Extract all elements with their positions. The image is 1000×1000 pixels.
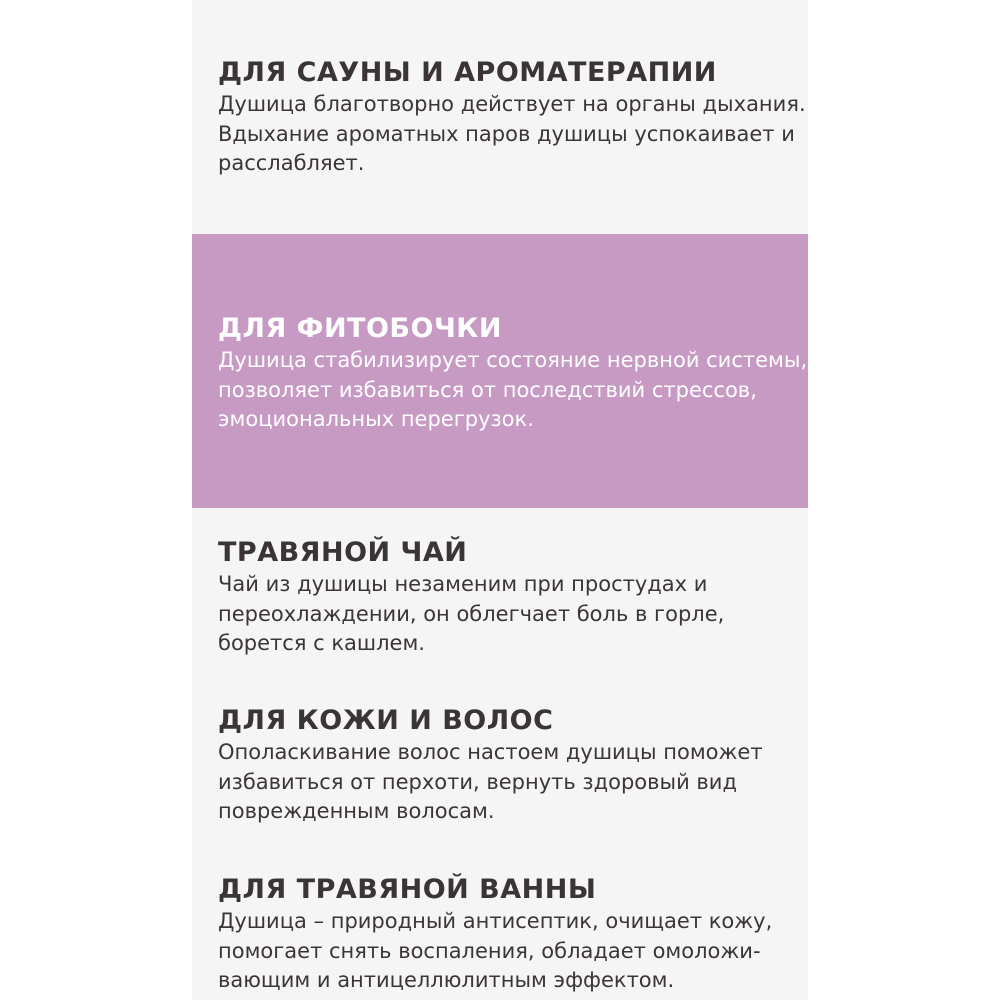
- section-heading: ДЛЯ ФИТОБОЧКИ: [218, 313, 502, 344]
- section-heading: ДЛЯ САУНЫ И АРОМАТЕРАПИИ: [218, 57, 717, 88]
- body-line: переохлаждении, он облегчает боль в горле,: [218, 601, 725, 626]
- body-line: эмоциональных перегрузок.: [218, 407, 534, 431]
- section-sauna-aromatherapy: [218, 57, 806, 179]
- highlight-band: [192, 234, 808, 508]
- section-heading: ДЛЯ КОЖИ И ВОЛОС: [218, 705, 554, 736]
- body-line: борется с кашлем.: [218, 631, 425, 655]
- body-line: Чай из душицы незаменим при простудах и: [218, 572, 708, 596]
- section-heading: ТРАВЯНОЙ ЧАЙ: [218, 537, 468, 568]
- body-line: поврежденным волосам.: [218, 799, 495, 823]
- section-body: [218, 90, 806, 179]
- section-herbal-tea: [218, 538, 802, 659]
- section-skin-hair: [218, 706, 802, 827]
- leaflet-card: [192, 0, 808, 1000]
- body-line: вающим и антицеллюлитным эффектом.: [218, 968, 675, 992]
- body-line: Душица благотворно действует на органы дыхания.: [218, 92, 806, 116]
- body-line: Душица – природный антисептик, очищает кожу,: [218, 909, 773, 933]
- body-line: расслабляет.: [218, 151, 365, 175]
- section-heading: ДЛЯ ТРАВЯНОЙ ВАННЫ: [218, 874, 597, 905]
- body-line: помогает снять воспаления, обладает омоложи-: [218, 938, 761, 963]
- section-body: [218, 346, 808, 435]
- section-body: [218, 570, 802, 659]
- body-line: позволяет избавиться от последствий стрессов,: [218, 377, 757, 402]
- body-line: Душица стабилизирует состояние нервной системы,: [218, 348, 808, 372]
- section-herbal-bath: [218, 875, 802, 996]
- body-line: Ополаскивание волос настоем душицы поможет: [218, 740, 763, 764]
- section-phyto-barrel: [218, 313, 808, 435]
- section-body: [218, 907, 802, 996]
- body-line: избавиться от перхоти, вернуть здоровый вид: [218, 769, 737, 794]
- body-line: Вдыхание ароматных паров душицы успокаивает и: [218, 121, 795, 146]
- section-body: [218, 738, 802, 827]
